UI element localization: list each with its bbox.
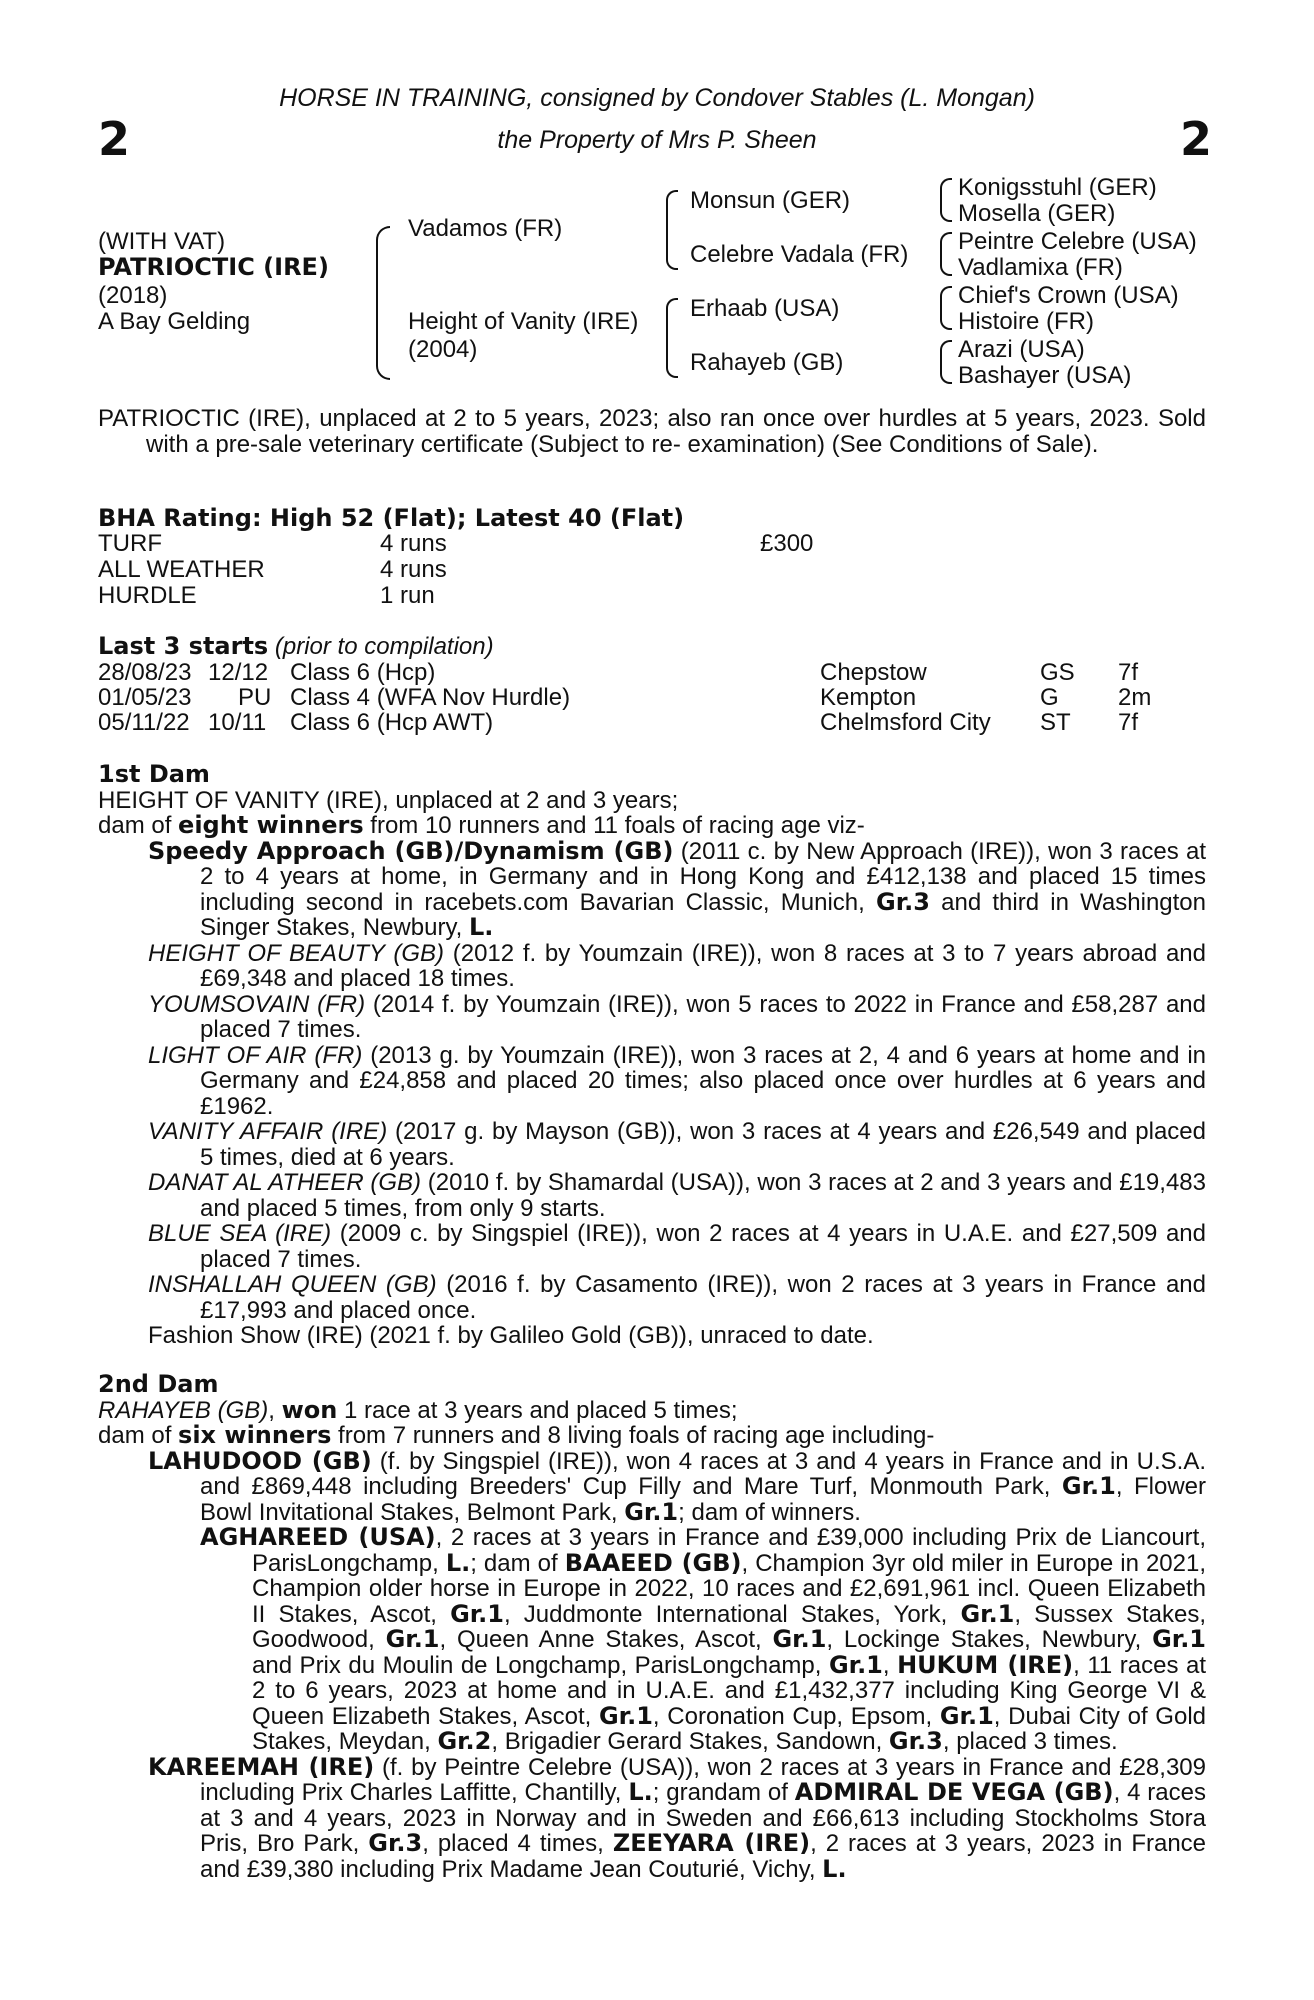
aghareed-text13: , Brigadier Gerard Stakes, Sandown,	[491, 1728, 889, 1755]
progeny-kareemah	[148, 1752, 1207, 1883]
progeny-speedy-grade: Gr.3	[876, 887, 930, 916]
rating-hurdle-runs: 1 run	[380, 582, 435, 609]
start-2-pos: PU	[238, 684, 272, 711]
lahudood-grade1: Gr.1	[1061, 1472, 1116, 1500]
progeny-va-text: (2017 g. by Mayson (GB)), won 3 races at 4 years and £26,549 and placed 5 times, died at 6 years.	[200, 1118, 1206, 1171]
rating-turf-prize: £300	[760, 530, 814, 557]
progeny-lahudood	[148, 1446, 1207, 1526]
progeny-hob-text: (2012 f. by Youmzain (IRE)), won 8 races at 3 to 7 years abroad and £69,348 and placed 18 times.	[200, 939, 1206, 992]
aghareed-grade9: Gr.2	[437, 1727, 492, 1755]
aghareed-text4: , Juddmonte International Stakes, York,	[504, 1600, 961, 1628]
horse-year: (2018)	[98, 282, 168, 309]
second-dam-name: RAHAYEB (GB)	[98, 1396, 269, 1424]
pedigree-brace-g2	[940, 232, 952, 276]
second-dam-line1	[98, 1395, 1206, 1424]
summary-section	[98, 406, 1206, 457]
start-3-date: 05/11/22	[98, 709, 190, 736]
aghareed-text14: , placed 3 times.	[942, 1728, 1118, 1755]
second-dam-section	[98, 1372, 1206, 1882]
first-dam-line2-pre: dam of	[98, 812, 179, 839]
pedigree-brace-g1	[940, 178, 952, 222]
pedigree-sire-dam: Celebre Vadala (FR)	[690, 241, 909, 268]
progeny-hob-name: HEIGHT OF BEAUTY (GB)	[148, 939, 444, 967]
aghareed-grade1: Gr.1	[450, 1599, 504, 1628]
pedigree-g2: Mosella (GER)	[958, 200, 1116, 227]
pedigree-brace-g3	[940, 286, 952, 330]
aghareed-grade3: Gr.1	[385, 1625, 440, 1653]
progeny-youmsovain	[148, 992, 1206, 1043]
progeny-height-of-beauty	[148, 941, 1206, 992]
second-dam-sep: ,	[268, 1396, 282, 1424]
second-dam-line2	[98, 1423, 1206, 1449]
pedigree-g4: Vadlamixa (FR)	[958, 254, 1123, 281]
aghareed-grade6: Gr.1	[828, 1650, 883, 1679]
second-dam-won: won	[281, 1395, 338, 1424]
progeny-loa-text: (2013 g. by Youmzain (IRE)), won 3 races at 2, 4 and 6 years at home and in Germany and £24,858 and placed 20 times; also placed once over hurdles at 6 years and £1962.	[200, 1041, 1206, 1120]
aghareed-text9: ,	[882, 1651, 898, 1679]
start-3-course: Chelmsford City	[820, 709, 991, 736]
pedigree-g8: Bashayer (USA)	[958, 362, 1132, 389]
start-2-dist: 2m	[1118, 684, 1152, 711]
aghareed-grade7: Gr.1	[598, 1701, 653, 1730]
admiral-de-vega-name: ADMIRAL DE VEGA (GB)	[794, 1778, 1114, 1806]
second-dam-line1-post: 1 race at 3 years and placed 5 times;	[337, 1396, 738, 1424]
lahudood-text2: , Flower Bowl Invitational Stakes, Belmont Park,	[200, 1473, 1206, 1526]
baaeed-name: BAAEED (GB)	[564, 1548, 742, 1577]
horse-name: PATRIOCTIC (IRE)	[98, 253, 329, 281]
kareemah-text1: (f. by Peintre Celebre (USA)), won 2 races at 3 years in France and £28,309 including Prix Charles Laffitte, Chantilly,	[200, 1753, 1206, 1806]
start-2-going: G	[1040, 684, 1059, 711]
aghareed-text1: , 2 races at 3 years in France and £39,000 including Prix de Liancourt, ParisLongchamp,	[252, 1524, 1206, 1577]
pedigree-g7: Arazi (USA)	[958, 336, 1085, 363]
aghareed-text6: , Queen Anne Stakes, Ascot,	[439, 1626, 773, 1653]
pedigree-dam-sire: Erhaab (USA)	[690, 295, 840, 322]
start-2-race: Class 4 (WFA Nov Hurdle)	[290, 684, 571, 711]
progeny-youmsovain-name: YOUMSOVAIN (FR)	[148, 990, 366, 1018]
kareemah-listed1: L.	[628, 1778, 653, 1806]
second-dam-line2-pre: dam of	[98, 1422, 179, 1449]
last-starts-heading	[98, 634, 494, 660]
start-2-date: 01/05/23	[98, 684, 192, 711]
start-2-course: Kempton	[820, 684, 917, 711]
last-starts-note: (prior to compilation)	[274, 633, 494, 660]
lot-number-right: 2	[1180, 112, 1213, 166]
progeny-light-of-air	[148, 1043, 1206, 1120]
pedigree-brace-main	[376, 226, 390, 380]
rating-turf-label: TURF	[98, 530, 162, 557]
aghareed-grade2: Gr.1	[960, 1599, 1015, 1628]
pedigree-dam-dam: Rahayeb (GB)	[690, 349, 844, 376]
pedigree-dam: Height of Vanity (IRE)	[408, 308, 639, 335]
first-dam-section	[98, 762, 1206, 1349]
second-dam-winners: six winners	[178, 1421, 332, 1449]
aghareed-text11: , Coronation Cup, Epsom,	[652, 1702, 940, 1730]
pedigree-brace-dam	[666, 298, 678, 378]
start-3-pos: 10/11	[208, 709, 267, 736]
kareemah-listed2: L.	[822, 1854, 847, 1883]
second-dam-line2-post: from 7 runners and 8 living foals of racing age including-	[331, 1422, 935, 1449]
start-1-date: 28/08/23	[98, 659, 192, 686]
pedigree-dam-year: (2004)	[408, 336, 478, 363]
pedigree-g3: Peintre Celebre (USA)	[958, 228, 1197, 255]
last-starts-title: Last 3 starts	[98, 632, 269, 660]
kareemah-text4: , placed 4 times,	[422, 1830, 613, 1857]
pedigree-g6: Histoire (FR)	[958, 308, 1094, 335]
first-dam-line1: HEIGHT OF VANITY (IRE), unplaced at 2 and 3 years;	[98, 786, 679, 814]
aghareed-text10: , 11 races at 2 to 6 years, 2023 at home and in U.A.E. and £1,432,377 including King George VI & Queen Elizabeth Stakes, Ascot,	[252, 1651, 1206, 1730]
rating-hurdle-label: HURDLE	[98, 582, 197, 609]
start-3-race: Class 6 (Hcp AWT)	[290, 709, 494, 736]
aghareed-listed: L.	[445, 1548, 471, 1577]
kareemah-text3: , 4 races at 3 and 4 years, 2023 in Norway and in Sweden and £66,613 including Stockholms Stora Pris, Bro Park,	[200, 1779, 1206, 1857]
progeny-vanity-affair	[148, 1119, 1206, 1170]
rating-title: BHA Rating: High 52 (Flat); Latest 40 (Flat)	[98, 504, 685, 532]
progeny-loa-name: LIGHT OF AIR (FR)	[148, 1041, 363, 1069]
progeny-speedy-name: Speedy Approach (GB)/Dynamism (GB)	[148, 836, 674, 865]
progeny-bs-name: BLUE SEA (IRE)	[148, 1220, 332, 1247]
progeny-daa-text: (2010 f. by Shamardal (USA)), won 3 races at 2 and 3 years and £19,483 and placed 5 times, from only 9 starts.	[200, 1169, 1206, 1222]
progeny-daa-name: DANAT AL ATHEER (GB)	[148, 1169, 422, 1196]
aghareed-text7: , Lockinge Stakes, Newbury,	[826, 1626, 1153, 1653]
first-dam-line2	[98, 813, 1206, 839]
property-line: the Property of Mrs P. Sheen	[497, 126, 817, 154]
lahudood-text1: (f. by Singspiel (IRE)), won 4 races at 3 and 4 years in France and in U.S.A. and £869,448 including Breeders' Cup Filly and Mare Turf, Monmouth Park,	[200, 1447, 1207, 1500]
start-1-pos: 12/12	[208, 659, 269, 686]
progeny-bs-text: (2009 c. by Singspiel (IRE)), won 2 races at 4 years in U.A.E. and £27,509 and placed 7 times.	[200, 1220, 1206, 1273]
progeny-inshallah-queen	[148, 1272, 1206, 1323]
progeny-aghareed	[200, 1525, 1206, 1755]
start-3-going: ST	[1040, 709, 1071, 736]
rating-aw-runs: 4 runs	[380, 556, 447, 583]
lahudood-name: LAHUDOOD (GB)	[148, 1446, 372, 1475]
lahudood-grade2: Gr.1	[624, 1497, 679, 1526]
start-1-race: Class 6 (Hcp)	[290, 659, 436, 686]
aghareed-text3: , Champion 3yr old miler in Europe in 2021, Champion older horse in Europe in 2022, 10 races and £2,691,961 incl. Queen Elizabeth II Stakes, Ascot,	[252, 1549, 1207, 1628]
aghareed-grade4: Gr.1	[772, 1625, 827, 1653]
pedigree-g5: Chief's Crown (USA)	[958, 282, 1179, 309]
aghareed-text5: , Sussex Stakes, Goodwood,	[252, 1600, 1207, 1653]
progeny-speedy-text1: (2011 c. by New Approach (IRE)), won 3 races at 2 to 4 years at home, in Germany and in Hong Kong and £412,138 and placed 15 times including second in racebets.com Bavarian Classic, Munich,	[200, 837, 1206, 916]
aghareed-grade8: Gr.1	[939, 1701, 994, 1730]
progeny-fashion-show: Fashion Show (IRE) (2021 f. by Galileo Gold (GB)), unraced to date.	[148, 1322, 874, 1349]
aghareed-text12: , Dubai City of Gold Stakes, Meydan,	[252, 1702, 1207, 1755]
start-1-going: GS	[1040, 659, 1075, 686]
first-dam-line2-post: from 10 runners and 11 foals of racing age viz-	[363, 812, 865, 839]
progeny-danat-al-atheer	[148, 1170, 1206, 1221]
hukum-name: HUKUM (IRE)	[897, 1650, 1074, 1679]
zeeyara-name: ZEEYARA (IRE)	[612, 1829, 811, 1857]
kareemah-text2: ; grandam of	[652, 1779, 795, 1806]
first-dam-winners: eight winners	[178, 811, 364, 839]
kareemah-grade1: Gr.3	[368, 1829, 423, 1857]
lot-number-left: 2	[98, 112, 131, 166]
aghareed-text2: ; dam of	[470, 1549, 565, 1577]
progeny-va-name: VANITY AFFAIR (IRE)	[148, 1118, 388, 1145]
first-dam-title: 1st Dam	[98, 760, 210, 788]
pedigree-sire: Vadamos (FR)	[408, 215, 563, 242]
pedigree-g1: Konigsstuhl (GER)	[958, 174, 1157, 201]
progeny-iq-name: INSHALLAH QUEEN (GB)	[148, 1271, 437, 1298]
aghareed-grade10: Gr.3	[888, 1727, 943, 1755]
rating-turf-runs: 4 runs	[380, 530, 447, 557]
summary-text: PATRIOCTIC (IRE), unplaced at 2 to 5 years, 2023; also ran once over hurdles at 5 years, 2023. Sold with a pre-sale veterinary certificate (Subject to re- examination) (See Conditions of Sale).	[98, 405, 1206, 458]
second-dam-title: 2nd Dam	[98, 1370, 219, 1398]
pedigree-brace-g4	[940, 340, 952, 384]
lahudood-text3: ; dam of winners.	[678, 1498, 861, 1526]
progeny-youmsovain-text: (2014 f. by Youmzain (IRE)), won 5 races to 2022 in France and £58,287 and placed 7 times.	[200, 990, 1206, 1043]
kareemah-name: KAREEMAH (IRE)	[148, 1752, 375, 1781]
horse-description: A Bay Gelding	[98, 308, 251, 335]
aghareed-grade5: Gr.1	[1152, 1625, 1207, 1653]
progeny-speedy-text2: and third in Washington Singer Stakes, Newbury,	[200, 888, 1206, 941]
consignment-line: HORSE IN TRAINING, consigned by Condover Stables (L. Mongan)	[279, 84, 1035, 112]
kareemah-text5: , 2 races at 3 years, 2023 in France and £39,380 including Prix Madame Jean Couturié, Vichy,	[200, 1830, 1207, 1883]
start-3-dist: 7f	[1118, 709, 1139, 736]
progeny-speedy-listed: L.	[469, 913, 494, 941]
start-1-course: Chepstow	[820, 659, 927, 686]
aghareed-text8: and Prix du Moulin de Longchamp, ParisLongchamp,	[252, 1651, 829, 1679]
progeny-speedy-approach	[148, 836, 1206, 941]
start-1-dist: 7f	[1118, 659, 1139, 686]
progeny-blue-sea	[148, 1221, 1206, 1272]
pedigree-brace-sire	[666, 190, 678, 270]
pedigree-sire-sire: Monsun (GER)	[690, 187, 851, 214]
vat-label: (WITH VAT)	[98, 228, 226, 255]
progeny-iq-text: (2016 f. by Casamento (IRE)), won 2 races at 3 years in France and £17,993 and placed once.	[200, 1271, 1206, 1324]
aghareed-name: AGHAREED (USA)	[200, 1523, 436, 1551]
rating-aw-label: ALL WEATHER	[98, 556, 265, 583]
